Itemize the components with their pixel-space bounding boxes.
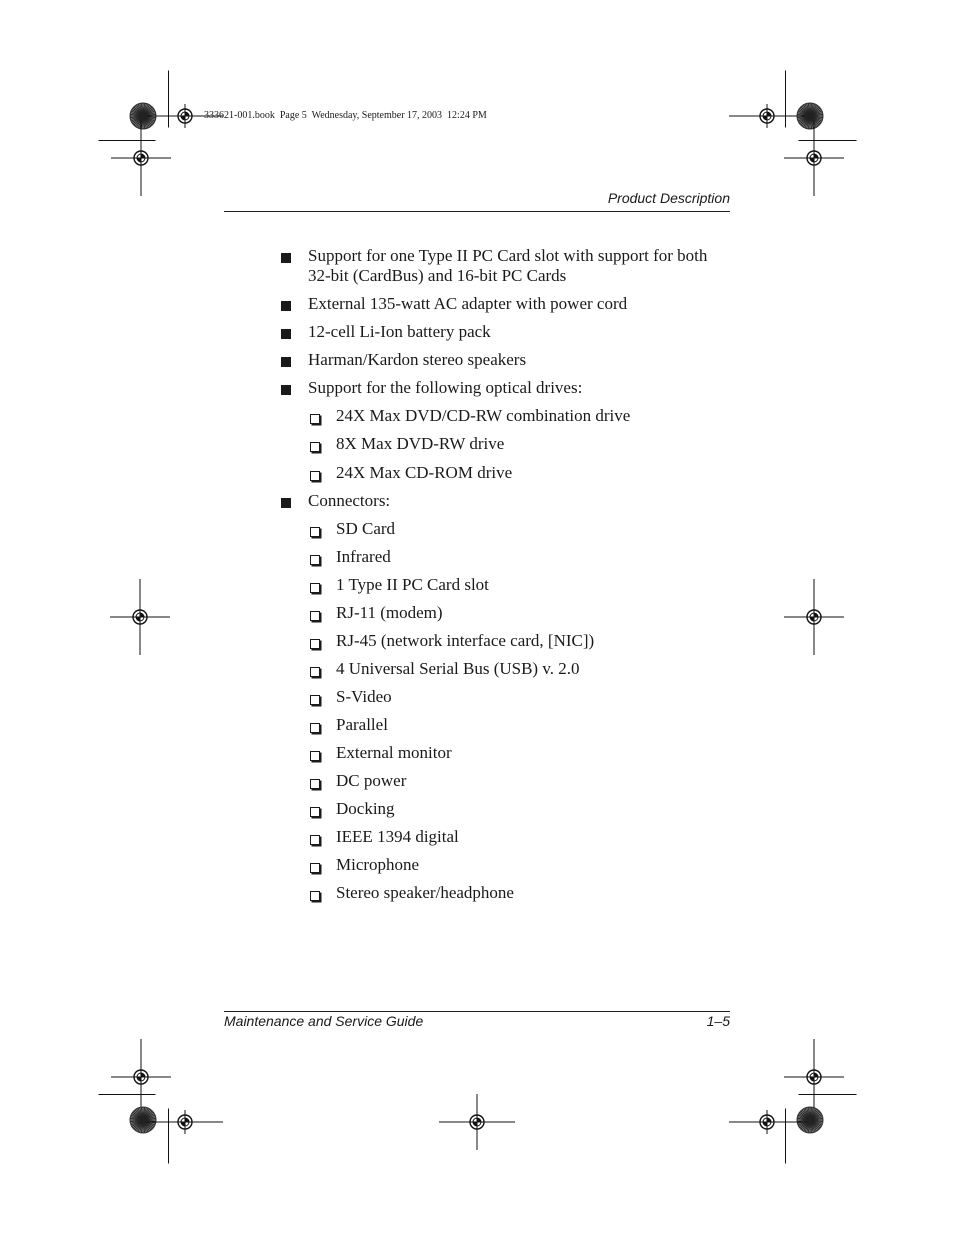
sub-list-item-text: 24X Max DVD/CD-RW combination drive — [336, 406, 631, 425]
sub-bullet-icon — [310, 442, 320, 452]
crop-line — [168, 1108, 169, 1164]
sub-bullet-icon — [310, 751, 320, 761]
sub-bullet-icon — [310, 414, 320, 424]
sub-list-item-text: Microphone — [336, 855, 420, 874]
crop-line — [798, 140, 857, 141]
footer-rule — [224, 1011, 730, 1012]
sub-bullet-icon — [310, 695, 320, 705]
sub-list-item-text: Infrared — [336, 547, 391, 566]
bullet-icon — [281, 357, 291, 367]
registration-target-icon — [729, 1110, 805, 1134]
sub-list-item-text: RJ-11 (modem) — [336, 603, 443, 622]
bullet-icon — [281, 253, 291, 263]
sub-list-item-text: 24X Max CD-ROM drive — [336, 463, 513, 482]
sub-list-item-text: S-Video — [336, 687, 392, 706]
list-item-text: External 135-watt AC adapter with power cord — [308, 294, 628, 313]
sub-list-item-text: SD Card — [336, 519, 396, 538]
sub-bullet-icon — [310, 611, 320, 621]
bullet-icon — [281, 329, 291, 339]
running-header: Product Description — [607, 190, 730, 206]
list-item-text: Harman/Kardon stereo speakers — [308, 350, 527, 369]
crop-line — [98, 140, 156, 141]
sub-bullet-icon — [310, 471, 320, 481]
registration-target-icon — [439, 1094, 515, 1150]
list-item-text: Connectors: — [308, 491, 391, 510]
sub-list-item-text: 4 Universal Serial Bus (USB) v. 2.0 — [336, 659, 580, 678]
bullet-icon — [281, 385, 291, 395]
sub-list-item-text: 8X Max DVD-RW drive — [336, 434, 505, 453]
registration-target-icon — [111, 120, 171, 196]
sub-bullet-icon — [310, 863, 320, 873]
crop-line — [785, 1108, 786, 1164]
bullet-icon — [281, 301, 291, 311]
sub-list-item-text: IEEE 1394 digital — [336, 827, 459, 846]
bullet-icon — [281, 498, 291, 508]
registration-target-icon — [111, 1039, 171, 1115]
sub-bullet-icon — [310, 583, 320, 593]
sub-bullet-icon — [310, 527, 320, 537]
list-item-text: 32-bit (CardBus) and 16-bit PC Cards — [308, 266, 567, 285]
sub-bullet-icon — [310, 723, 320, 733]
crop-line — [98, 1094, 156, 1095]
sub-bullet-icon — [310, 807, 320, 817]
footer-guide-title: Maintenance and Service Guide — [224, 1013, 424, 1029]
sub-list-item-text: Docking — [336, 799, 395, 818]
footer-page-number: 1–5 — [706, 1013, 730, 1029]
registration-target-icon — [784, 120, 844, 196]
sub-list-item-text: RJ-45 (network interface card, [NIC]) — [336, 631, 595, 650]
sub-bullet-icon — [310, 779, 320, 789]
sub-list-item-text: 1 Type II PC Card slot — [336, 575, 489, 594]
sub-list-item-text: Stereo speaker/headphone — [336, 883, 514, 902]
registration-target-icon — [784, 579, 844, 655]
registration-target-icon — [110, 579, 170, 655]
sub-bullet-icon — [310, 639, 320, 649]
sub-list-item-text: External monitor — [336, 743, 452, 762]
registration-target-icon — [147, 1110, 223, 1134]
list-item-text: 12-cell Li-Ion battery pack — [308, 322, 491, 341]
list-item-text: Support for one Type II PC Card slot with support for both — [308, 246, 708, 265]
list-item-text: Support for the following optical drives: — [308, 378, 583, 397]
print-slug: 333621-001.book Page 5 Wednesday, September 17, 2003 12:24 PM — [204, 110, 487, 121]
sub-bullet-icon — [310, 835, 320, 845]
sub-list-item-text: DC power — [336, 771, 407, 790]
sub-bullet-icon — [310, 891, 320, 901]
sub-list-item-text: Parallel — [336, 715, 388, 734]
registration-target-icon — [784, 1039, 844, 1115]
crop-line — [798, 1094, 857, 1095]
sub-bullet-icon — [310, 667, 320, 677]
header-rule — [224, 211, 730, 212]
sub-bullet-icon — [310, 555, 320, 565]
